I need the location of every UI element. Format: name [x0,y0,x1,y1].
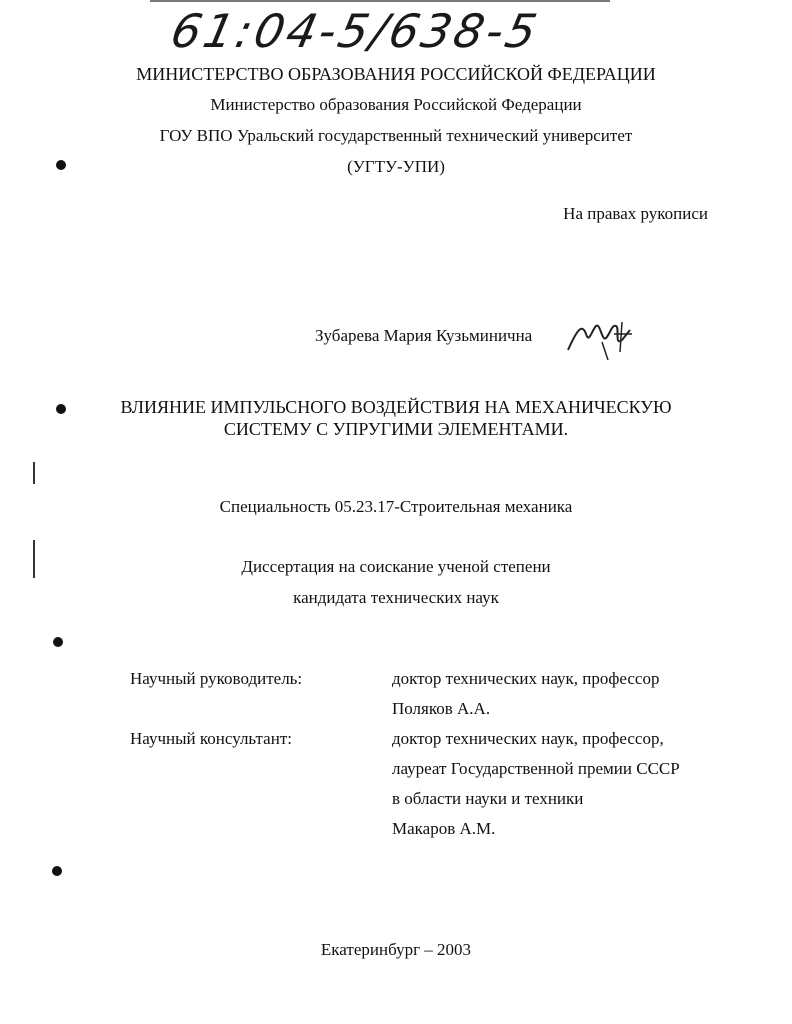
degree-line-1: Диссертация на соискание ученой степени [241,557,551,576]
supervisor-name: Поляков А.А. [392,699,491,718]
university: ГОУ ВПО Уральский государственный технический университет [159,126,633,145]
specialty: Специальность 05.23.17-Строительная механика [219,497,573,516]
thesis-title-line-2: СИСТЕМУ С УПРУГИМИ ЭЛЕМЕНТАМИ. [223,419,569,439]
consultant-award-field: в области науки и техники [392,789,584,808]
consultant-degree: доктор технических наук, профессор, [392,729,664,748]
ministry-caps: МИНИСТЕРСТВО ОБРАЗОВАНИЯ РОССИЙСКОЙ ФЕДЕРАЦИИ [136,64,656,84]
author-name: Зубарева Мария Кузьминична [315,326,533,345]
punch-hole-mark [52,866,62,876]
rights-note: На правах рукописи [563,204,708,223]
handwritten-catalog-number: 61:04-5/638-5 [166,4,545,58]
scan-edge-line [150,0,610,2]
university-abbr: (УГТУ-УПИ) [347,157,445,176]
scan-edge-mark [33,540,35,578]
consultant-label: Научный консультант: [130,729,292,748]
thesis-title-line-1: ВЛИЯНИЕ ИМПУЛЬСНОГО ВОЗДЕЙСТВИЯ НА МЕХАНИЧЕСКУЮ [120,397,672,417]
ministry: Министерство образования Российской Федерации [210,95,582,114]
signature-image [562,312,642,362]
city-year: Екатеринбург – 2003 [320,940,472,959]
scan-edge-mark [33,462,35,484]
degree-line-2: кандидата технических наук [293,588,499,607]
punch-hole-mark [56,160,66,170]
supervisor-label: Научный руководитель: [130,669,303,688]
punch-hole-mark [53,637,63,647]
consultant-award: лауреат Государственной премии СССР [392,759,680,778]
consultant-name: Макаров А.М. [392,819,496,838]
supervisor-degree: доктор технических наук, профессор [392,669,660,688]
punch-hole-mark [56,404,66,414]
